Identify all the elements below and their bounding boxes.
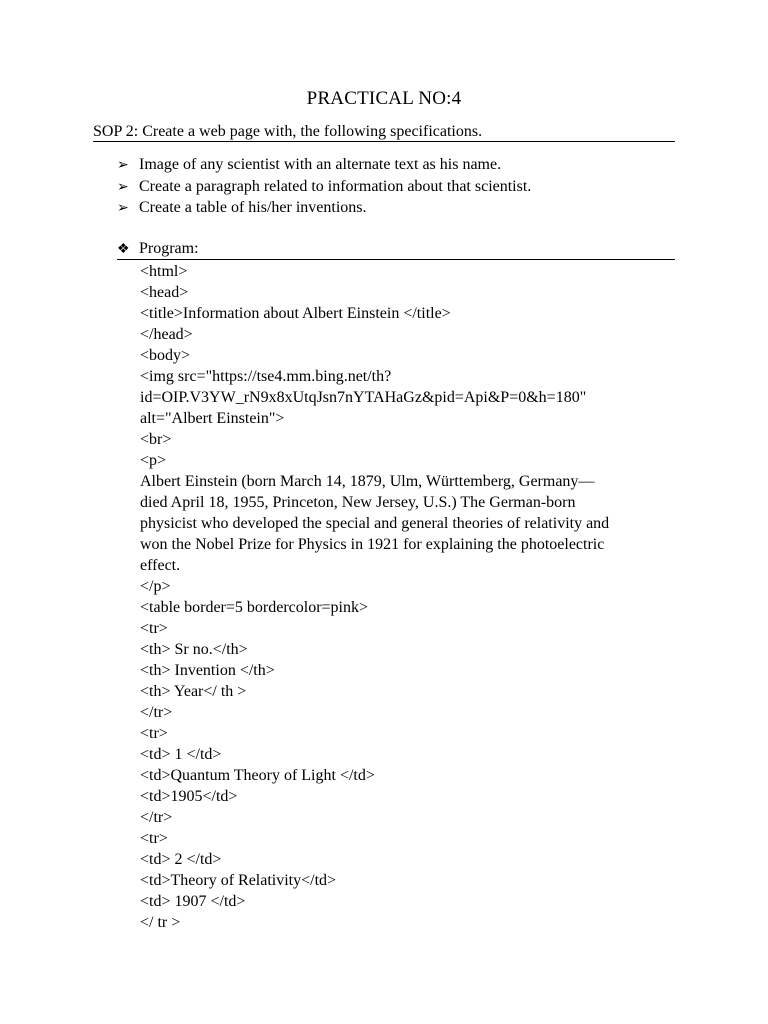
specification-item	[117, 197, 531, 219]
code-line: <tr>	[140, 830, 168, 847]
program-heading	[117, 239, 675, 260]
code-line: <th> Sr no.</th>	[140, 641, 248, 658]
code-line: <html>	[140, 263, 188, 280]
specification-text: Image of any scientist with an alternate text as his name.	[139, 156, 502, 173]
code-line: <p>	[140, 452, 167, 469]
code-line: <td>Theory of Relativity</td>	[140, 872, 337, 889]
code-line: <tr>	[140, 725, 168, 742]
code-line: </head>	[140, 326, 193, 343]
code-line: </tr>	[140, 809, 173, 826]
specification-item	[117, 154, 531, 176]
code-line: <td> 2 </td>	[140, 851, 222, 868]
diamond-bullet-icon: ❖	[117, 242, 130, 257]
code-line: Albert Einstein (born March 14, 1879, Ulm, Württemberg, Germany—	[140, 473, 595, 490]
arrow-bullet-icon: ➢	[117, 179, 129, 195]
specification-item	[117, 176, 531, 198]
code-line: <td> 1907 </td>	[140, 893, 246, 910]
code-line: <td>1905</td>	[140, 788, 238, 805]
code-line: <body>	[140, 347, 191, 364]
code-line: alt="Albert Einstein">	[140, 410, 285, 427]
code-line: </ tr >	[140, 914, 181, 931]
page-title: PRACTICAL NO:4	[306, 88, 462, 109]
code-line: <th> Invention </th>	[140, 662, 275, 679]
arrow-bullet-icon: ➢	[117, 158, 129, 173]
specification-text: Create a paragraph related to information about that scientist.	[139, 177, 532, 195]
code-line: <td>Quantum Theory of Light </td>	[140, 767, 375, 784]
program-label: Program:	[139, 240, 199, 257]
code-line: <head>	[140, 284, 189, 301]
code-listing	[140, 261, 680, 933]
code-line: </p>	[140, 578, 171, 595]
arrow-bullet-icon: ➢	[117, 201, 129, 216]
sop-heading: SOP 2: Create a web page with, the following specifications.	[93, 122, 675, 142]
code-line: physicist who developed the special and general theories of relativity and	[140, 515, 610, 532]
code-line: <th> Year</ th >	[140, 683, 247, 700]
specification-text: Create a table of his/her inventions.	[139, 199, 367, 216]
code-line: won the Nobel Prize for Physics in 1921 for explaining the photoelectric	[140, 536, 605, 553]
code-line: <br>	[140, 431, 172, 448]
code-line: died April 18, 1955, Princeton, New Jersey, U.S.) The German-born	[140, 494, 576, 511]
code-line: <img src="https://tse4.mm.bing.net/th?	[140, 368, 392, 385]
specification-list	[117, 154, 531, 219]
code-line: <tr>	[140, 620, 168, 637]
code-line: effect.	[140, 557, 181, 574]
code-line: <table border=5 bordercolor=pink>	[140, 599, 369, 616]
code-line: <title>Information about Albert Einstein </title>	[140, 305, 451, 322]
code-line: </tr>	[140, 704, 173, 721]
code-line: id=OIP.V3YW_rN9x8xUtqJsn7nYTAHaGz&pid=Api&P=0&h=180"	[140, 389, 587, 406]
code-line: <td> 1 </td>	[140, 746, 222, 763]
